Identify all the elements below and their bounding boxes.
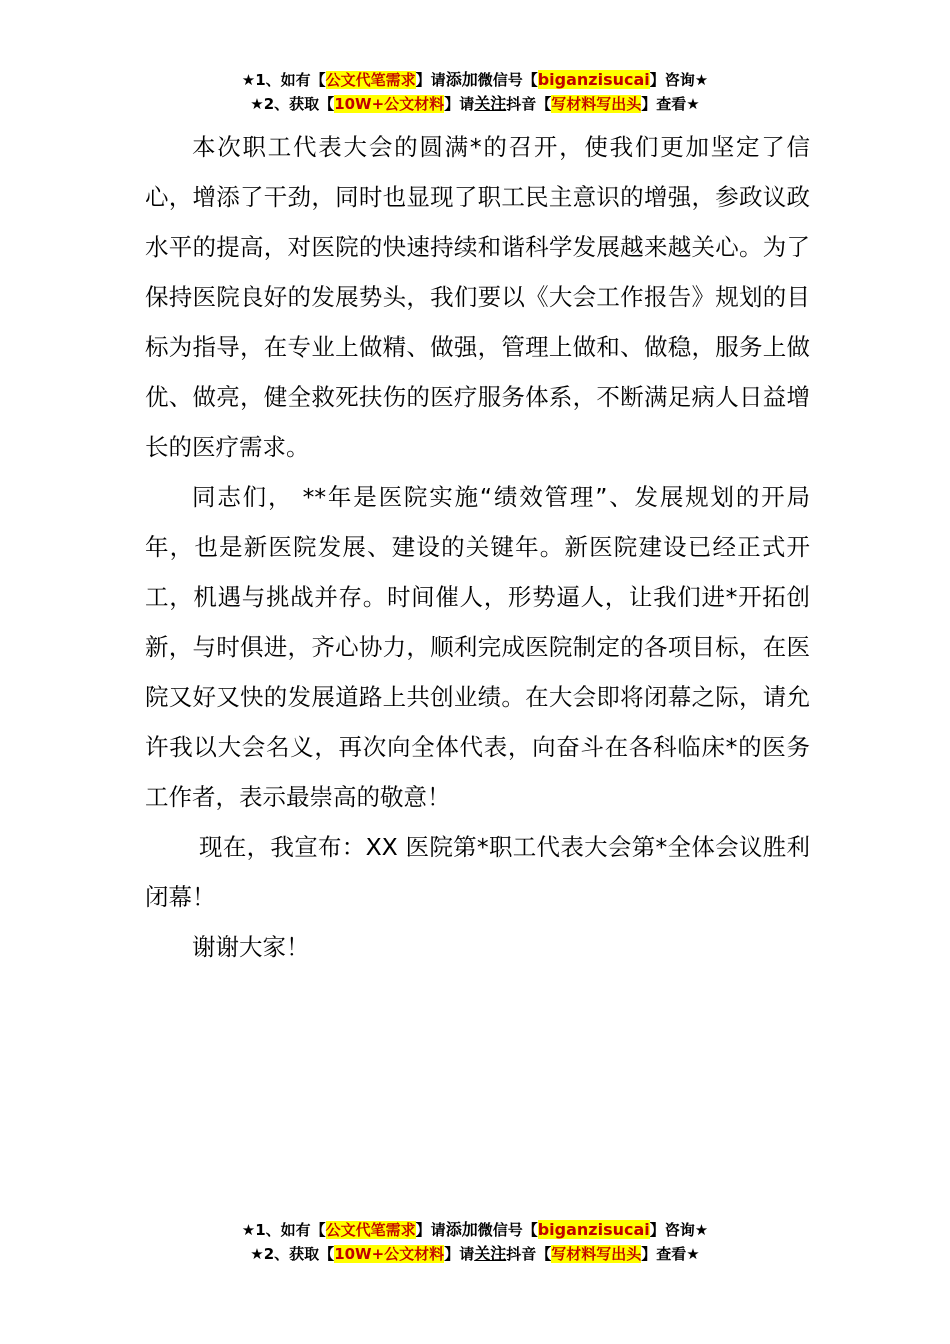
promo-line-2-prefix: ★2、获取【 — [250, 95, 335, 113]
promo-line-1-highlight-wechat: biganzisucai — [537, 1220, 650, 1239]
promo-line-2-highlight-materials: 10W+公文材料 — [334, 95, 445, 113]
promo-line-1 — [0, 1218, 950, 1242]
promo-line-1-highlight-service: 公文代笔需求 — [325, 71, 416, 89]
promo-line-1-mid2: 微信号【 — [477, 71, 538, 89]
promo-line-1 — [0, 68, 950, 92]
promo-line-1-suffix: 】咨询★ — [649, 71, 709, 89]
promo-line-1-emphasis: 添加 — [445, 1220, 478, 1239]
promo-line-1-mid2: 微信号【 — [477, 1221, 538, 1239]
promo-line-2-suffix: 】查看★ — [641, 1245, 700, 1263]
promo-line-1-mid: 】请 — [415, 1221, 446, 1239]
promo-line-2-highlight-douyin: 写材料写出头 — [551, 95, 642, 113]
paragraph-thanks: 谢谢大家！ — [192, 933, 310, 961]
footer-promo-banner — [0, 1218, 950, 1266]
header-promo-banner — [0, 68, 950, 116]
paragraph-comrades: 同志们， **年是医院实施“绩效管理”、发展规划的开局年，也是新医院发展、建设的关键年。新医院建设已经正式开工，机遇与挑战并存。时间催人，形势逼人，让我们进*开拓创新，与时俱进，齐心协力，顺利完成医院制定的各项目标，在医院又好又快的发展道路上共创业绩。在大会即将闭幕之际，请允许我以大会名义，再次向全体代表，向奋斗在各科临床*的医务工作者，表示最崇高的敬意！ — [145, 483, 810, 811]
promo-line-2 — [0, 1242, 950, 1266]
promo-line-2-emphasis: 关注 — [474, 94, 507, 113]
promo-line-1-highlight-wechat: biganzisucai — [537, 70, 650, 89]
promo-line-2-highlight-douyin: 写材料写出头 — [551, 1245, 642, 1263]
promo-line-1-prefix: ★1、如有【 — [241, 1221, 326, 1239]
promo-line-2-mid: 】请 — [444, 95, 475, 113]
promo-line-2-emphasis: 关注 — [474, 1244, 507, 1263]
promo-line-2-mid2: 抖音【 — [506, 1245, 552, 1263]
promo-line-2 — [0, 92, 950, 116]
document-body — [145, 122, 810, 972]
promo-line-1-prefix: ★1、如有【 — [241, 71, 326, 89]
promo-line-2-mid2: 抖音【 — [506, 95, 552, 113]
promo-line-1-highlight-service: 公文代笔需求 — [325, 1221, 416, 1239]
promo-line-2-prefix: ★2、获取【 — [250, 1245, 335, 1263]
promo-line-1-emphasis: 添加 — [445, 70, 478, 89]
paragraph-confidence: 本次职工代表大会的圆满*的召开，使我们更加坚定了信心，增添了干劲，同时也显现了职工民主意识的增强，参政议政水平的提高，对医院的快速持续和谐科学发展越来越关心。为了保持医院良好的发展势头，我们要以《大会工作报告》规划的目标为指导，在专业上做精、做强，管理上做和、做稳，服务上做优、做亮，健全救死扶伤的医疗服务体系，不断满足病人日益增长的医疗需求。 — [145, 133, 810, 461]
promo-line-2-highlight-materials: 10W+公文材料 — [334, 1245, 445, 1263]
promo-line-2-mid: 】请 — [444, 1245, 475, 1263]
promo-line-2-suffix: 】查看★ — [641, 95, 700, 113]
promo-line-1-suffix: 】咨询★ — [649, 1221, 709, 1239]
paragraph-closing-announcement: 现在，我宣布：XX 医院第*职工代表大会第*全体会议胜利闭幕！ — [145, 833, 810, 911]
promo-line-1-mid: 】请 — [415, 71, 446, 89]
